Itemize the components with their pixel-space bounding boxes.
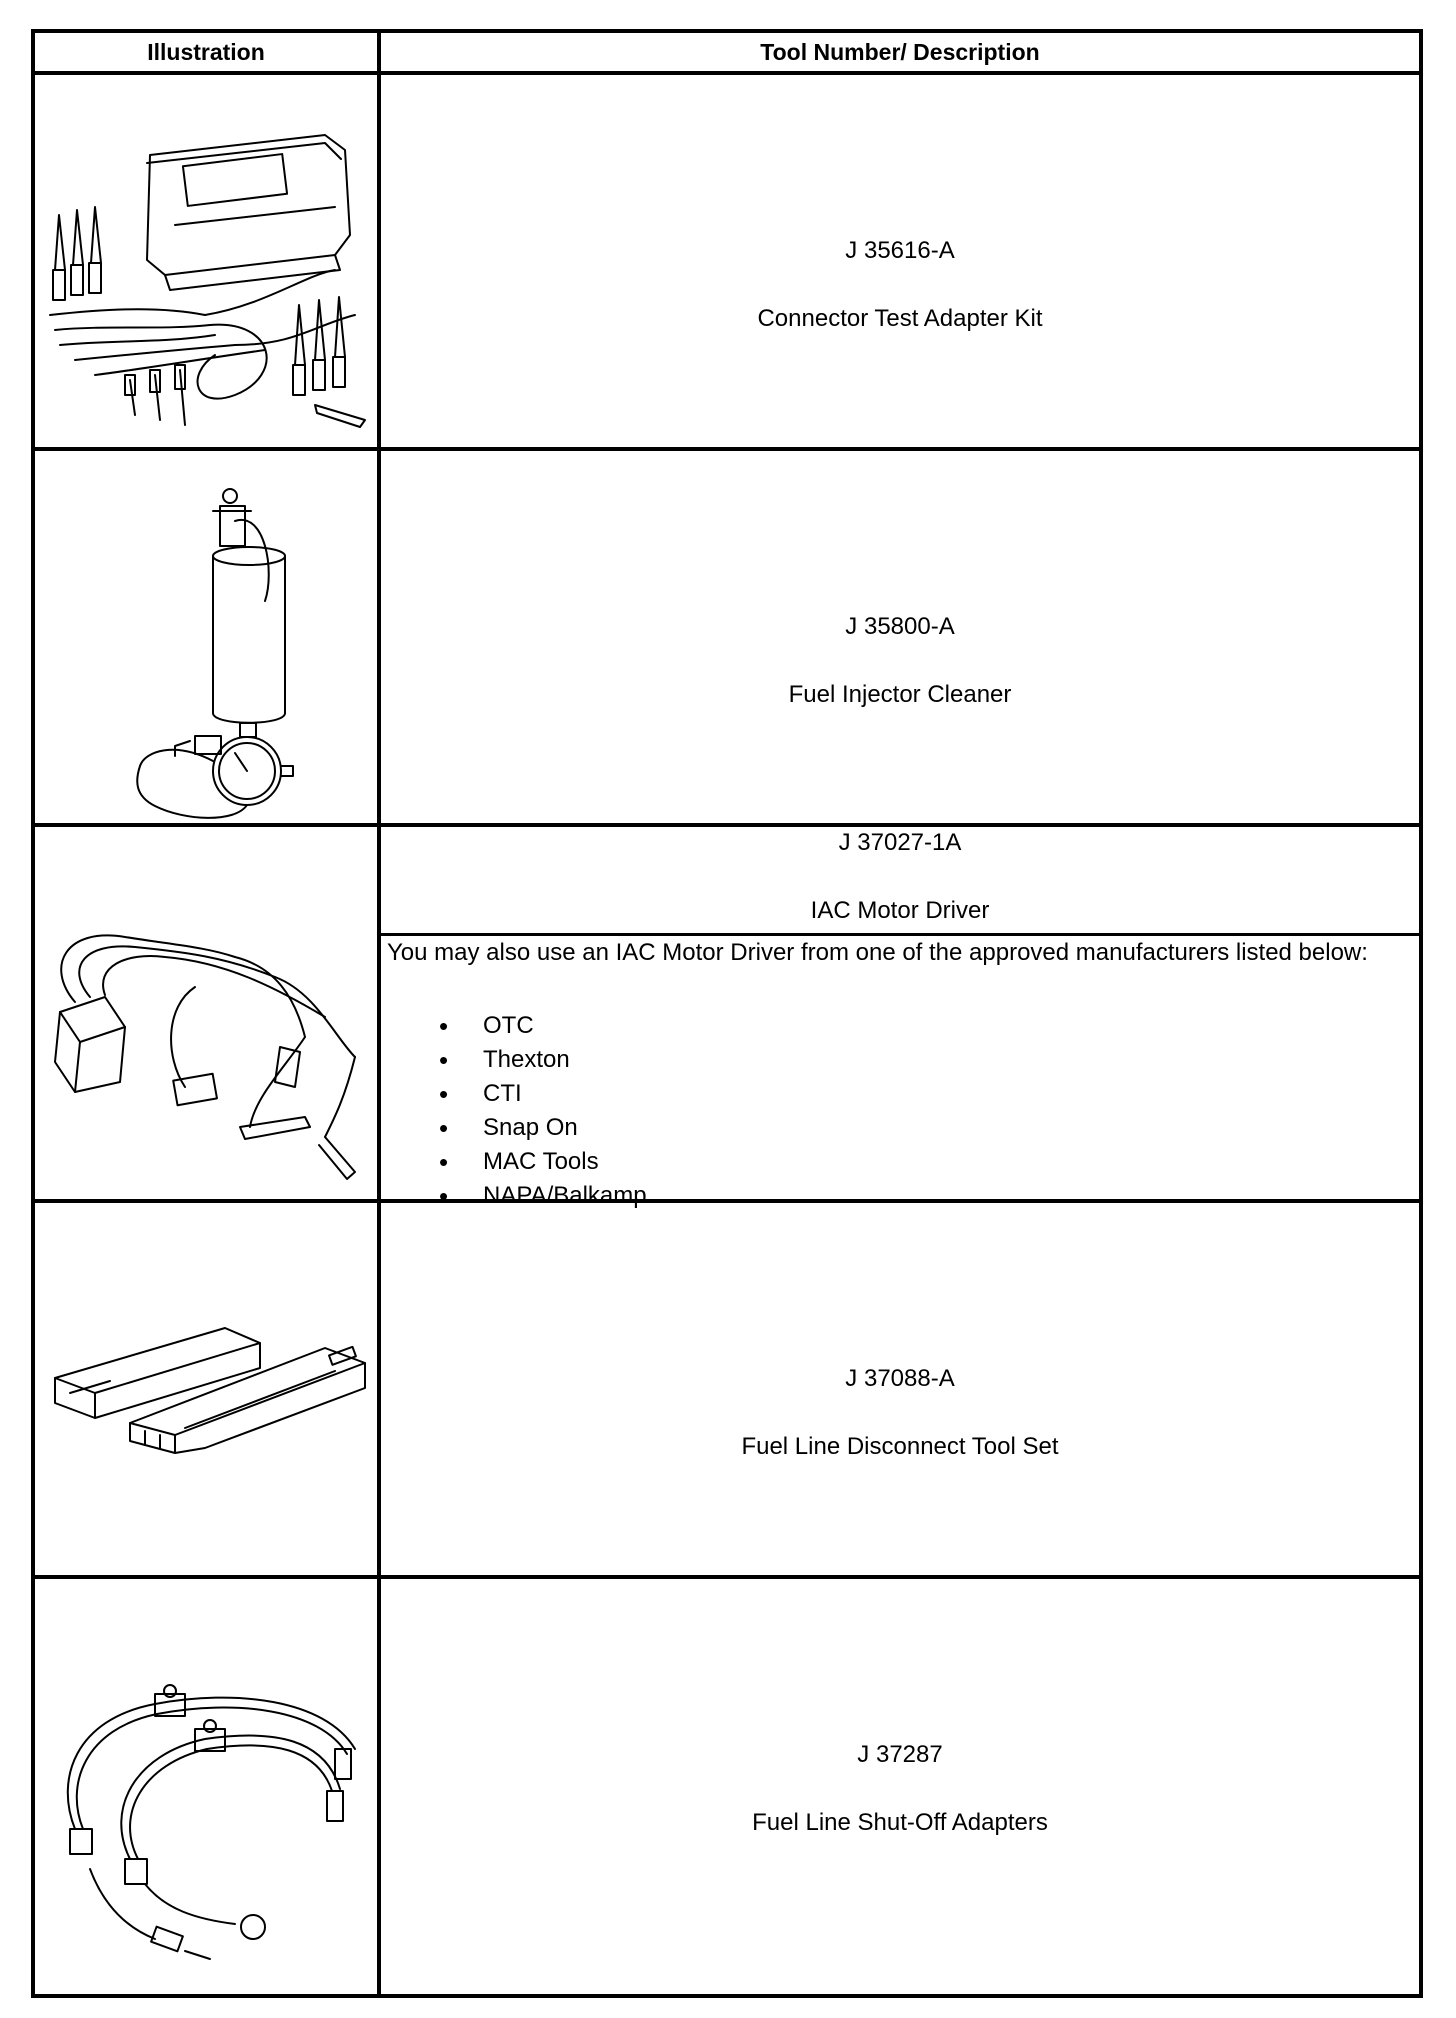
tool-description-cell — [381, 1203, 1419, 1575]
list-item: • MAC Tools — [381, 1145, 647, 1179]
tool-name: Connector Test Adapter Kit — [757, 305, 1043, 332]
tool-description-cell — [381, 75, 1419, 447]
iac-motor-driver-illustration — [35, 827, 377, 1199]
special-tools-table — [31, 29, 1423, 1998]
fuel-line-shut-off-adapters-illustration — [35, 1579, 377, 1994]
tool-name: Fuel Injector Cleaner — [788, 681, 1012, 708]
manufacturer-list — [381, 1009, 647, 1213]
table-border-bottom — [31, 1994, 1423, 1998]
tool-name: Fuel Line Disconnect Tool Set — [741, 1433, 1059, 1460]
tool-name: IAC Motor Driver — [810, 897, 990, 924]
manufacturer-note: You may also use an IAC Motor Driver from one of the approved manufacturers listed below: — [387, 939, 1368, 966]
list-item: • Snap On — [381, 1111, 647, 1145]
header-description: Tool Number/ Description — [760, 39, 1040, 65]
fuel-line-disconnect-tool-set-illustration — [35, 1203, 377, 1575]
fuel-injector-cleaner-illustration — [35, 451, 377, 823]
tool-number: J 37287 — [857, 1741, 943, 1768]
tool-description-cell — [381, 451, 1419, 823]
list-item: • NAPA/Balkamp — [381, 1179, 647, 1213]
table-border-top — [31, 29, 1423, 33]
list-item: • CTI — [381, 1077, 647, 1111]
tool-name: Fuel Line Shut-Off Adapters — [752, 1809, 1048, 1836]
connector-test-adapter-kit-illustration — [35, 75, 377, 447]
tool-number: J 35616-A — [845, 237, 955, 264]
header-illustration: Illustration — [147, 39, 265, 65]
cell-divider — [377, 933, 1423, 936]
table-border-right — [1419, 29, 1423, 1998]
tool-description-cell — [381, 827, 1419, 933]
list-item: • OTC — [381, 1009, 647, 1043]
tool-description-cell — [381, 1579, 1419, 1994]
tool-number: J 35800-A — [845, 613, 955, 640]
tool-number: J 37027-1A — [838, 829, 962, 856]
tool-number: J 37088-A — [845, 1365, 955, 1392]
list-item: • Thexton — [381, 1043, 647, 1077]
